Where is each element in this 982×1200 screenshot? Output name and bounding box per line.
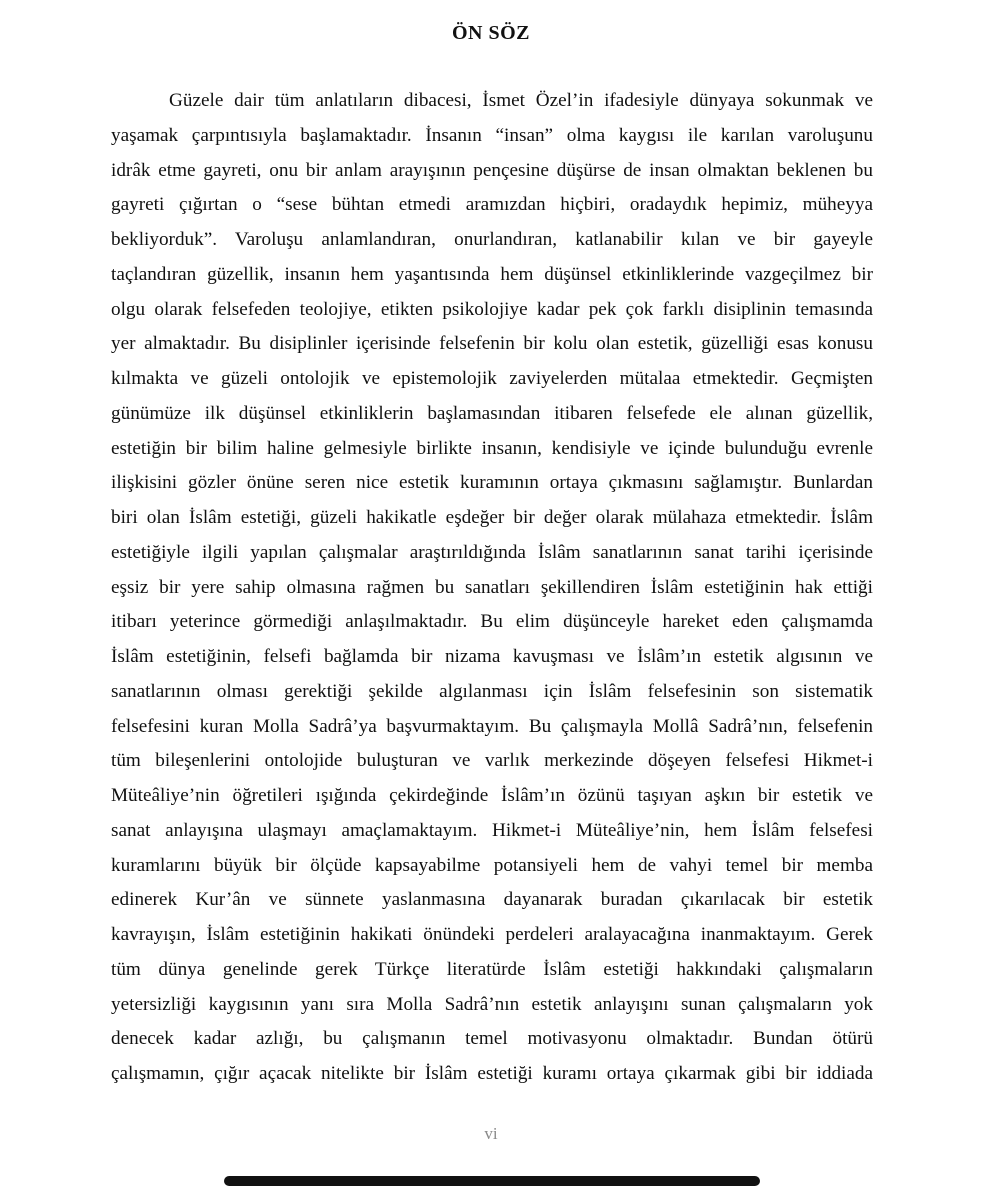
text-line: kılmakta ve güzeli ontolojik ve epistemolojik zaviyelerden mütalaa etmektedir. Geçmişten bbox=[111, 368, 873, 389]
text-line: denecek kadar azlığı, bu çalışmanın temel motivasyonu olmaktadır. Bundan ötürü bbox=[111, 1028, 873, 1050]
text-line: yer almaktadır. Bu disiplinler içerisinde felsefenin bir kolu olan estetik, güzelliği esas konusu bbox=[111, 333, 873, 355]
text-line: yaşamak çarpıntısıyla başlamaktadır. İnsanın “insan” olma kaygısı ile karılan varoluşunu bbox=[111, 124, 873, 146]
text-line: bekliyorduk”. Varoluşu anlamlandıran, onurlandıran, katlanabilir kılan ve bir gayeyle bbox=[111, 229, 873, 250]
text-line: olgu olarak felsefeden teolojiye, etikten psikolojiye kadar pek çok farklı disiplinin temasında bbox=[111, 298, 873, 320]
home-indicator-bar[interactable] bbox=[224, 1176, 760, 1186]
text-line: tüm dünya genelinde gerek Türkçe literatürde İslâm estetiği hakkındaki çalışmaların bbox=[111, 958, 873, 980]
text-line: gayreti çığırtan o “sese bühtan etmedi aramızdan hiçbiri, oradaydık hepimiz, müheyya bbox=[111, 194, 873, 216]
text-line: estetiğin bir bilim haline gelmesiyle birlikte insanın, kendisiyle ve içinde bulunduğu evrenle bbox=[111, 437, 873, 459]
page-number: vi bbox=[484, 1124, 498, 1143]
text-line: edinerek Kur’ân ve sünnete yaslanmasına dayanarak buradan çıkarılacak bir estetik bbox=[111, 889, 873, 911]
text-line: Güzele dair tüm anlatıların dibacesi, İsmet Özel’in ifadesiyle dünyaya sokunmak ve bbox=[169, 90, 873, 111]
page-title: ÖN SÖZ bbox=[451, 22, 531, 44]
text-line: kavrayışın, İslâm estetiğinin hakikati önündeki perdeleri aralayacağına inanmaktayım. Gerek bbox=[111, 924, 873, 945]
text-line: estetiğiyle ilgili yapılan çalışmalar araştırıldığında İslâm sanatlarının sanat tarihi içerisinde bbox=[111, 541, 873, 563]
text-line: günümüze ilk düşünsel etkinliklerin başlamasından itibaren felsefede ele alınan güzellik, bbox=[111, 402, 873, 424]
text-line: taçlandıran güzellik, insanın hem yaşantısında hem düşünsel etkinliklerinde vazgeçilmez bir bbox=[111, 263, 873, 285]
text-line: eşsiz bir yere sahip olmasına rağmen bu sanatları şekillendiren İslâm estetiğinin hak ettiği bbox=[111, 576, 873, 598]
text-line: Müteâliye’nin öğretileri ışığında çekirdeğinde İslâm’ın özünü taşıyan aşkın bir estetik ve bbox=[111, 785, 873, 806]
text-line: kuramlarını büyük bir ölçüde kapsayabilme potansiyeli hem de vahyi temel bir memba bbox=[111, 854, 873, 876]
text-line: itibarı yeterince görmediği anlaşılmaktadır. Bu elim düşünceyle hareket eden çalışmamda bbox=[111, 611, 873, 633]
text-line: felsefesini kuran Molla Sadrâ’ya başvurmaktayım. Bu çalışmayla Mollâ Sadrâ’nın, felsefenin bbox=[111, 715, 873, 737]
text-line: tüm bileşenlerini ontolojide buluşturan ve varlık merkezinde döşeyen felsefesi Hikmet-i bbox=[111, 750, 873, 772]
text-line: çalışmamın, çığır açacak nitelikte bir İslâm estetiği kuramı ortaya çıkarmak gibi bir iddiada bbox=[111, 1063, 873, 1084]
text-line: yetersizliği kaygısının yanı sıra Molla Sadrâ’nın estetik anlayışını sunan çalışmaların yok bbox=[111, 993, 873, 1015]
text-line: idrâk etme gayreti, onu bir anlam arayışının pençesine düşürse de insan olmaktan beklenen bu bbox=[111, 159, 873, 181]
text-line: sanatlarının olması gerektiği şekilde algılanması için İslâm felsefesinin son sistematik bbox=[111, 680, 873, 702]
text-line: sanat anlayışına ulaşmayı amaçlamaktayım. Hikmet-i Müteâliye’nin, hem İslâm felsefesi bbox=[111, 819, 873, 841]
text-line: ilişkisini gözler önüne seren nice estetik kuramının ortaya çıkmasını sağlamıştır. Bunlardan bbox=[111, 472, 873, 494]
text-line: biri olan İslâm estetiği, güzeli hakikatle eşdeğer bir değer olarak mülahaza etmektedir. İslâm bbox=[111, 507, 873, 528]
text-line: İslâm estetiğinin, felsefi bağlamda bir nizama kavuşması ve İslâm’ın estetik algısının ve bbox=[111, 646, 873, 667]
body-paragraph bbox=[111, 84, 873, 1092]
